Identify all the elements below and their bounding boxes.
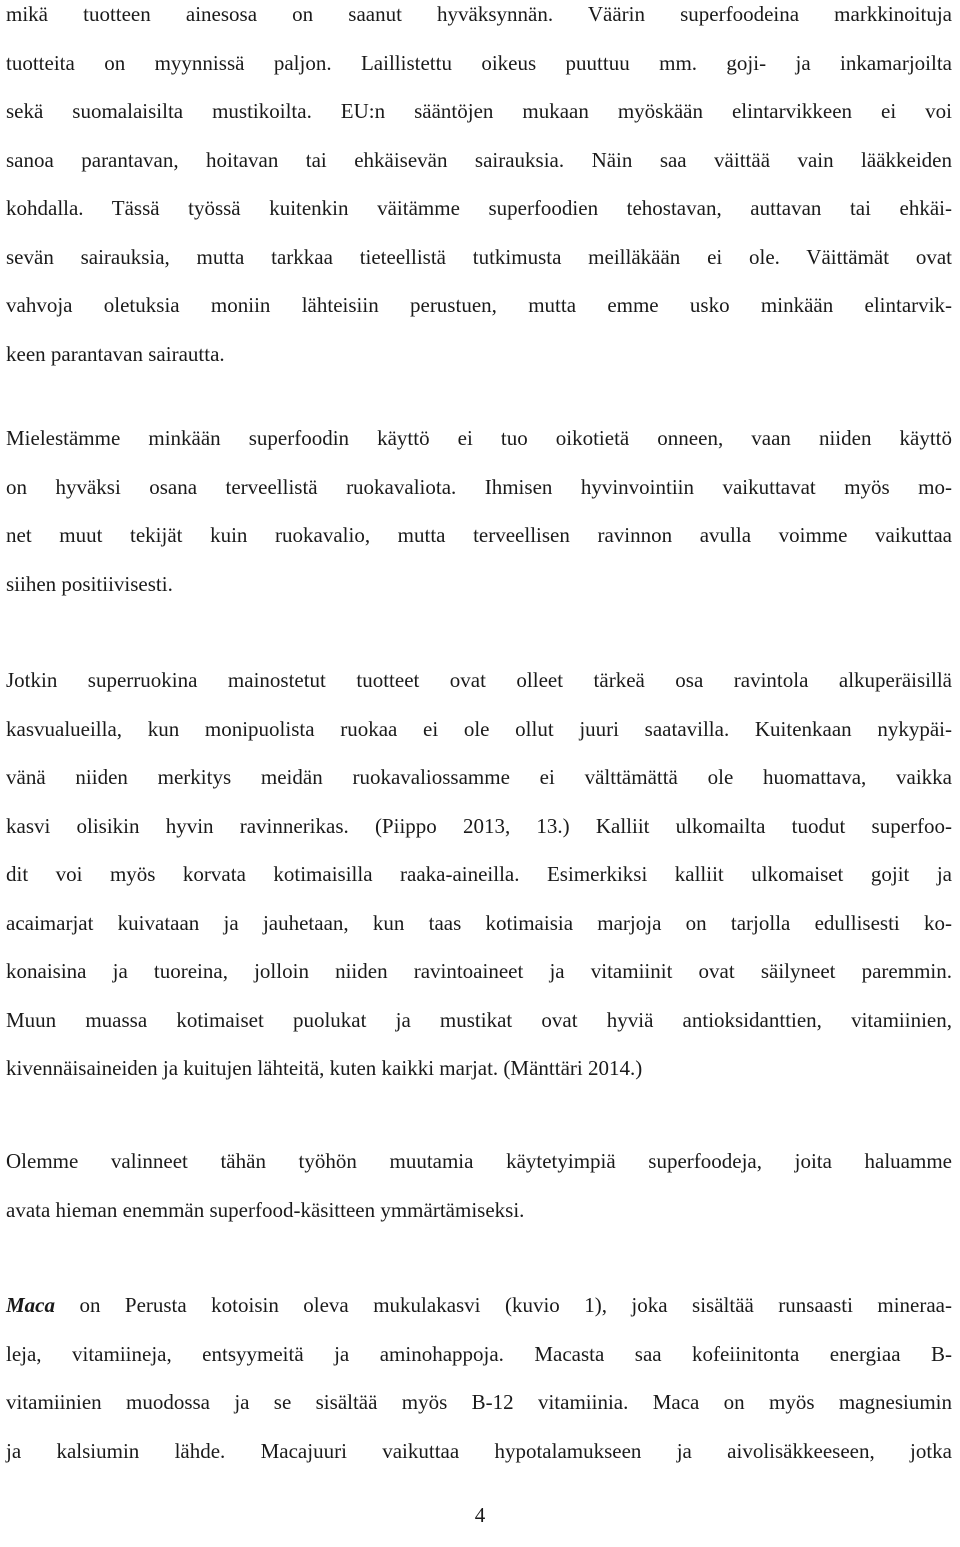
text-line: sevän sairauksia, mutta tarkkaa tieteellistä tutkimusta meilläkään ei ole. Väittämät ovat: [6, 244, 952, 269]
text-line: tuotteita on myynnissä paljon. Laillistettu oikeus puuttuu mm. goji- ja inkamarjoilta: [6, 50, 952, 75]
text-line: net muut tekijät kuin ruokavalio, mutta terveellisen ravinnon avulla voimme vaikuttaa: [6, 523, 952, 547]
text-line: sekä suomalaisilta mustikoilta. EU:n sääntöjen mukaan myöskään elintarvikkeen ei voi: [6, 99, 952, 123]
text-line: Muun muassa kotimaiset puolukat ja mustikat ovat hyviä antioksidanttien, vitamiinien,: [6, 1007, 952, 1032]
text-line: [6, 1281, 952, 1330]
text-line: kohdalla. Tässä työssä kuitenkin väitämme superfoodien tehostavan, auttavan tai ehkäi-: [6, 196, 952, 220]
term-maca: Maca: [6, 1293, 55, 1317]
text-line: Jotkin superruokina mainostetut tuotteet ovat olleet tärkeä osa ravintola alkuperäisillä: [6, 668, 952, 692]
document-page: [6, 0, 952, 1547]
paragraph-opinion: [6, 414, 952, 608]
text-line: kasvualueilla, kun monipuolista ruokaa ei ole ollut juuri saatavilla. Kuitenkaan nykypäi-: [6, 716, 952, 741]
text-line: kivennäisaineiden ja kuitujen lähteitä, kuten kaikki marjat. (Mänttäri 2014.): [6, 1056, 643, 1080]
text-line: keen parantavan sairautta.: [6, 341, 225, 366]
text-line: vitamiinien muodossa ja se sisältää myös B-12 vitamiinia. Maca on myös magnesiumin: [6, 1390, 952, 1414]
paragraph-maca: [6, 1281, 952, 1475]
text-line: dit voi myös korvata kotimaisilla raaka-aineilla. Esimerkiksi kalliit ulkomaiset gojit ja: [6, 862, 952, 886]
text-line: konaisina ja tuoreina, jolloin niiden ravintoaineet ja vitamiinit ovat säilyneet paremmin.: [6, 959, 952, 983]
text-line-rest: on Perusta kotoisin oleva mukulakasvi (kuvio 1), joka sisältää runsaasti mineraa-: [55, 1293, 952, 1317]
text-line: Mielestämme minkään superfoodin käyttö ei tuo oikotietä onneen, vaan niiden käyttö: [6, 426, 952, 450]
text-line: sanoa parantavan, hoitavan tai ehkäisevän sairauksia. Näin saa väittää vain lääkkeiden: [6, 147, 952, 172]
text-line: kasvi olisikin hyvin ravinnerikas. (Piippo 2013, 13.) Kalliit ulkomailta tuodut superfoo-: [6, 813, 952, 838]
text-line: vahvoja oletuksia moniin lähteisiin perustuen, mutta emme usko minkään elintarvik-: [6, 293, 952, 317]
paragraph-superfood-claims: [6, 0, 952, 378]
text-line: Olemme valinneet tähän työhön muutamia käytetyimpiä superfoodeja, joita haluamme: [6, 1149, 952, 1173]
text-line: leja, vitamiineja, entsyymeitä ja aminohappoja. Macasta saa kofeiinitonta energiaa B-: [6, 1341, 952, 1366]
text-line: vänä niiden merkitys meidän ruokavaliossamme ei välttämättä ole huomattava, vaikka: [6, 765, 952, 789]
paragraph-selection: [6, 1137, 952, 1234]
text-line: on hyväksi osana terveellistä ruokavaliota. Ihmisen hyvinvointiin vaikuttavat myös mo-: [6, 474, 952, 499]
text-line: acaimarjat kuivataan ja jauhetaan, kun taas kotimaisia marjoja on tarjolla edullisesti ko-: [6, 910, 952, 935]
text-line: avata hieman enemmän superfood-käsitteen ymmärtämiseksi.: [6, 1197, 525, 1222]
paragraph-domestic-alternatives: [6, 656, 952, 1093]
text-line: siihen positiivisesti.: [6, 571, 173, 596]
text-line: ja kalsiumin lähde. Macajuuri vaikuttaa hypotalamukseen ja aivolisäkkeeseen, jotka: [6, 1438, 952, 1463]
page-number: 4: [474, 1503, 486, 1527]
text-line: mikä tuotteen ainesosa on saanut hyväksynnän. Väärin superfoodeina markkinoituja: [6, 2, 952, 26]
